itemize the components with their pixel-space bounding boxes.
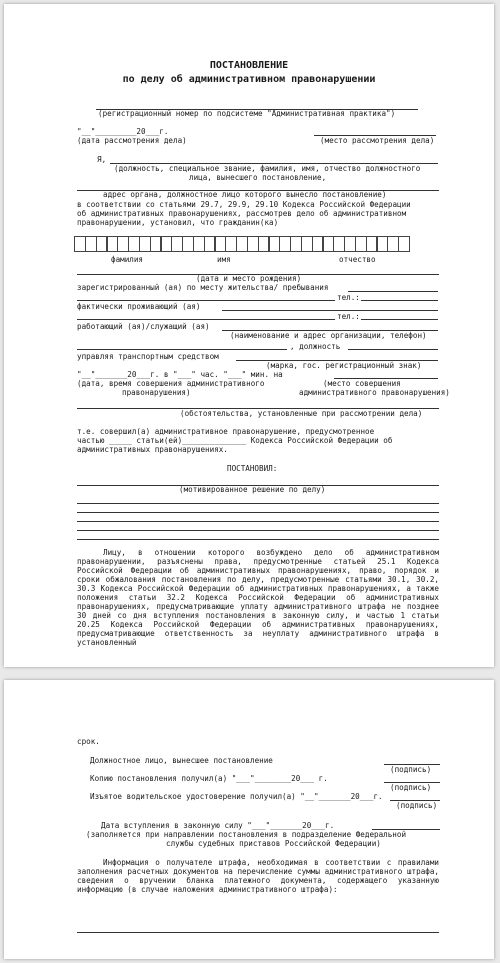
payee-paragraph: Информация о получателе штрафа, необходимая в соответствии с правилами заполнения расчетных документов на перечисление суммы административного штрафа, сведения о вручении бланка платежного документа, содержащего указанную информацию (в случае наложения административного штрафа): bbox=[77, 858, 439, 894]
decision-line-1 bbox=[77, 503, 439, 504]
caption-patronymic: отчество bbox=[339, 255, 376, 264]
actual-living-label: фактически проживающий (ая) bbox=[77, 302, 201, 311]
bailiff-note-2: службы судебных приставов Российской Федерации) bbox=[166, 839, 381, 848]
bailiff-note-1: (заполняется при направлении постановления в подразделение Федеральной bbox=[86, 830, 407, 839]
position-label: , должность bbox=[290, 342, 341, 351]
articles-text-3: правонарушении, установил, что гражданин(ка) bbox=[77, 218, 279, 227]
payee-line bbox=[77, 932, 439, 933]
circumstances-caption: (обстоятельства, установленные при рассмотрении дела) bbox=[180, 409, 423, 418]
signature-caption-1: (подпись) bbox=[390, 765, 432, 774]
registered-line-2 bbox=[77, 300, 335, 301]
birth-caption: (дата и место рождения) bbox=[196, 274, 302, 283]
actual-living-line-2 bbox=[77, 319, 335, 320]
reasoned-caption: (мотивированное решение по делу) bbox=[179, 485, 326, 494]
document-subtitle: по делу об административном правонарушении bbox=[122, 74, 376, 85]
signature-caption-3: (подпись) bbox=[396, 801, 438, 810]
date-field: "__"_________20___г. bbox=[77, 127, 169, 136]
position-line-right bbox=[348, 349, 438, 350]
signature-caption-2: (подпись) bbox=[390, 783, 432, 792]
organ-address-caption: адрес органа, должностное лицо которого вынесло постановление) bbox=[103, 190, 387, 199]
caption-surname: фамилия bbox=[111, 255, 144, 264]
tel-line-2 bbox=[361, 319, 438, 320]
copy-received: Копию постановления получил(а) "___"________20___ г. bbox=[90, 774, 328, 783]
official-caption-2: лица, вынесшего постановление, bbox=[189, 173, 327, 182]
ya-label: Я, bbox=[97, 155, 107, 164]
name-letter-cell bbox=[398, 236, 410, 252]
vehicle-caption: (марка, гос. регистрационный знак) bbox=[266, 361, 422, 370]
decided-heading: ПОСТАНОВИЛ: bbox=[227, 464, 278, 473]
articles-text-1: в соответствии со статьями 29.7, 29.9, 29.10 Кодекса Российской Федерации bbox=[77, 200, 411, 209]
tel-label-1: тел.: bbox=[337, 293, 360, 302]
date-caption: (дата рассмотрения дела) bbox=[77, 136, 187, 145]
org-caption: (наименование и адрес организации, телефон) bbox=[230, 331, 427, 340]
official-caption-1: (должность, специальное звание, фамилия, имя, отчество должностного bbox=[114, 164, 421, 173]
decision-line-2 bbox=[77, 512, 439, 513]
position-line-left bbox=[77, 349, 287, 350]
decision-line-3 bbox=[77, 521, 439, 522]
committed-text-2: частью _____ статьи(ей)______________ Кодекса Российской Федерации об bbox=[77, 436, 393, 445]
vehicle-label: управляя транспортным средством bbox=[77, 352, 219, 361]
place-caption: (место рассмотрения дела) bbox=[320, 136, 435, 145]
actual-living-line bbox=[222, 310, 438, 311]
tel-line-1 bbox=[361, 300, 438, 301]
srok-text: срок. bbox=[77, 737, 100, 746]
license-withdrawn: Изъятое водительское удостоверение получил(а) "__"_______20___г. bbox=[90, 792, 383, 801]
registered-label: зарегистрированный (ая) по месту жительства/ пребывания bbox=[77, 283, 329, 292]
document-title: ПОСТАНОВЛЕНИЕ bbox=[209, 60, 289, 71]
commit-place-caption-2: административного правонарушения) bbox=[299, 388, 450, 397]
working-label: работающий (ая)/служащий (ая) bbox=[77, 322, 210, 331]
time-line: "__"_______20___г. в "___" час. "___" мин. на bbox=[77, 370, 283, 379]
committed-text-1: т.е. совершил(а) административное правонарушение, предусмотренное bbox=[77, 427, 375, 436]
document-page-1 bbox=[4, 4, 494, 667]
committed-text-3: административных правонарушениях. bbox=[77, 445, 228, 454]
articles-text-2: об административных правонарушениях, рассмотрев дело об административном bbox=[77, 209, 407, 218]
datetime-caption-2: правонарушения) bbox=[122, 388, 191, 397]
effective-date: Дата вступления в законную силу "___"_______20___г. bbox=[101, 821, 335, 830]
rights-paragraph: Лицу, в отношении которого возбуждено дело об административном правонарушении, разъяснены права, предусмотренные статьей 25.1 Кодекса Российской Федерации об административных правонарушениях, право, порядок и сроки обжалования постановления по делу, предусмотренные статьями 30.1, 30.2, 30.3 Кодекса Российской Федерации об административных правонарушениях, а также положения статьи 32.2 Кодекса Российской Федерации об административных правонарушениях, предусматривающие уплату административного штрафа не позднее 30 дней со дня вступления постановления в законную силу, и частью 1 статьи 20.25 Кодекса Российской Федерации об административных правонарушениях, предусматривающие ответственность за неуплату административного штрафа в установленный bbox=[77, 548, 439, 647]
registered-line bbox=[348, 291, 438, 292]
caption-name: имя bbox=[217, 255, 231, 264]
commit-place-caption-1: (место совершения bbox=[323, 379, 401, 388]
document-page-2 bbox=[4, 680, 494, 959]
name-letter-grid bbox=[75, 236, 410, 252]
tel-label-2: тел.: bbox=[337, 312, 360, 321]
decision-line-5 bbox=[77, 539, 439, 540]
decision-line-4 bbox=[77, 530, 439, 531]
datetime-caption-1: (дата, время совершения административного bbox=[77, 379, 265, 388]
reg-number-caption: (регистрационный номер по подсистеме "Административная практика") bbox=[98, 109, 396, 118]
official-signed: Должностное лицо, вынесшее постановление bbox=[90, 756, 273, 765]
